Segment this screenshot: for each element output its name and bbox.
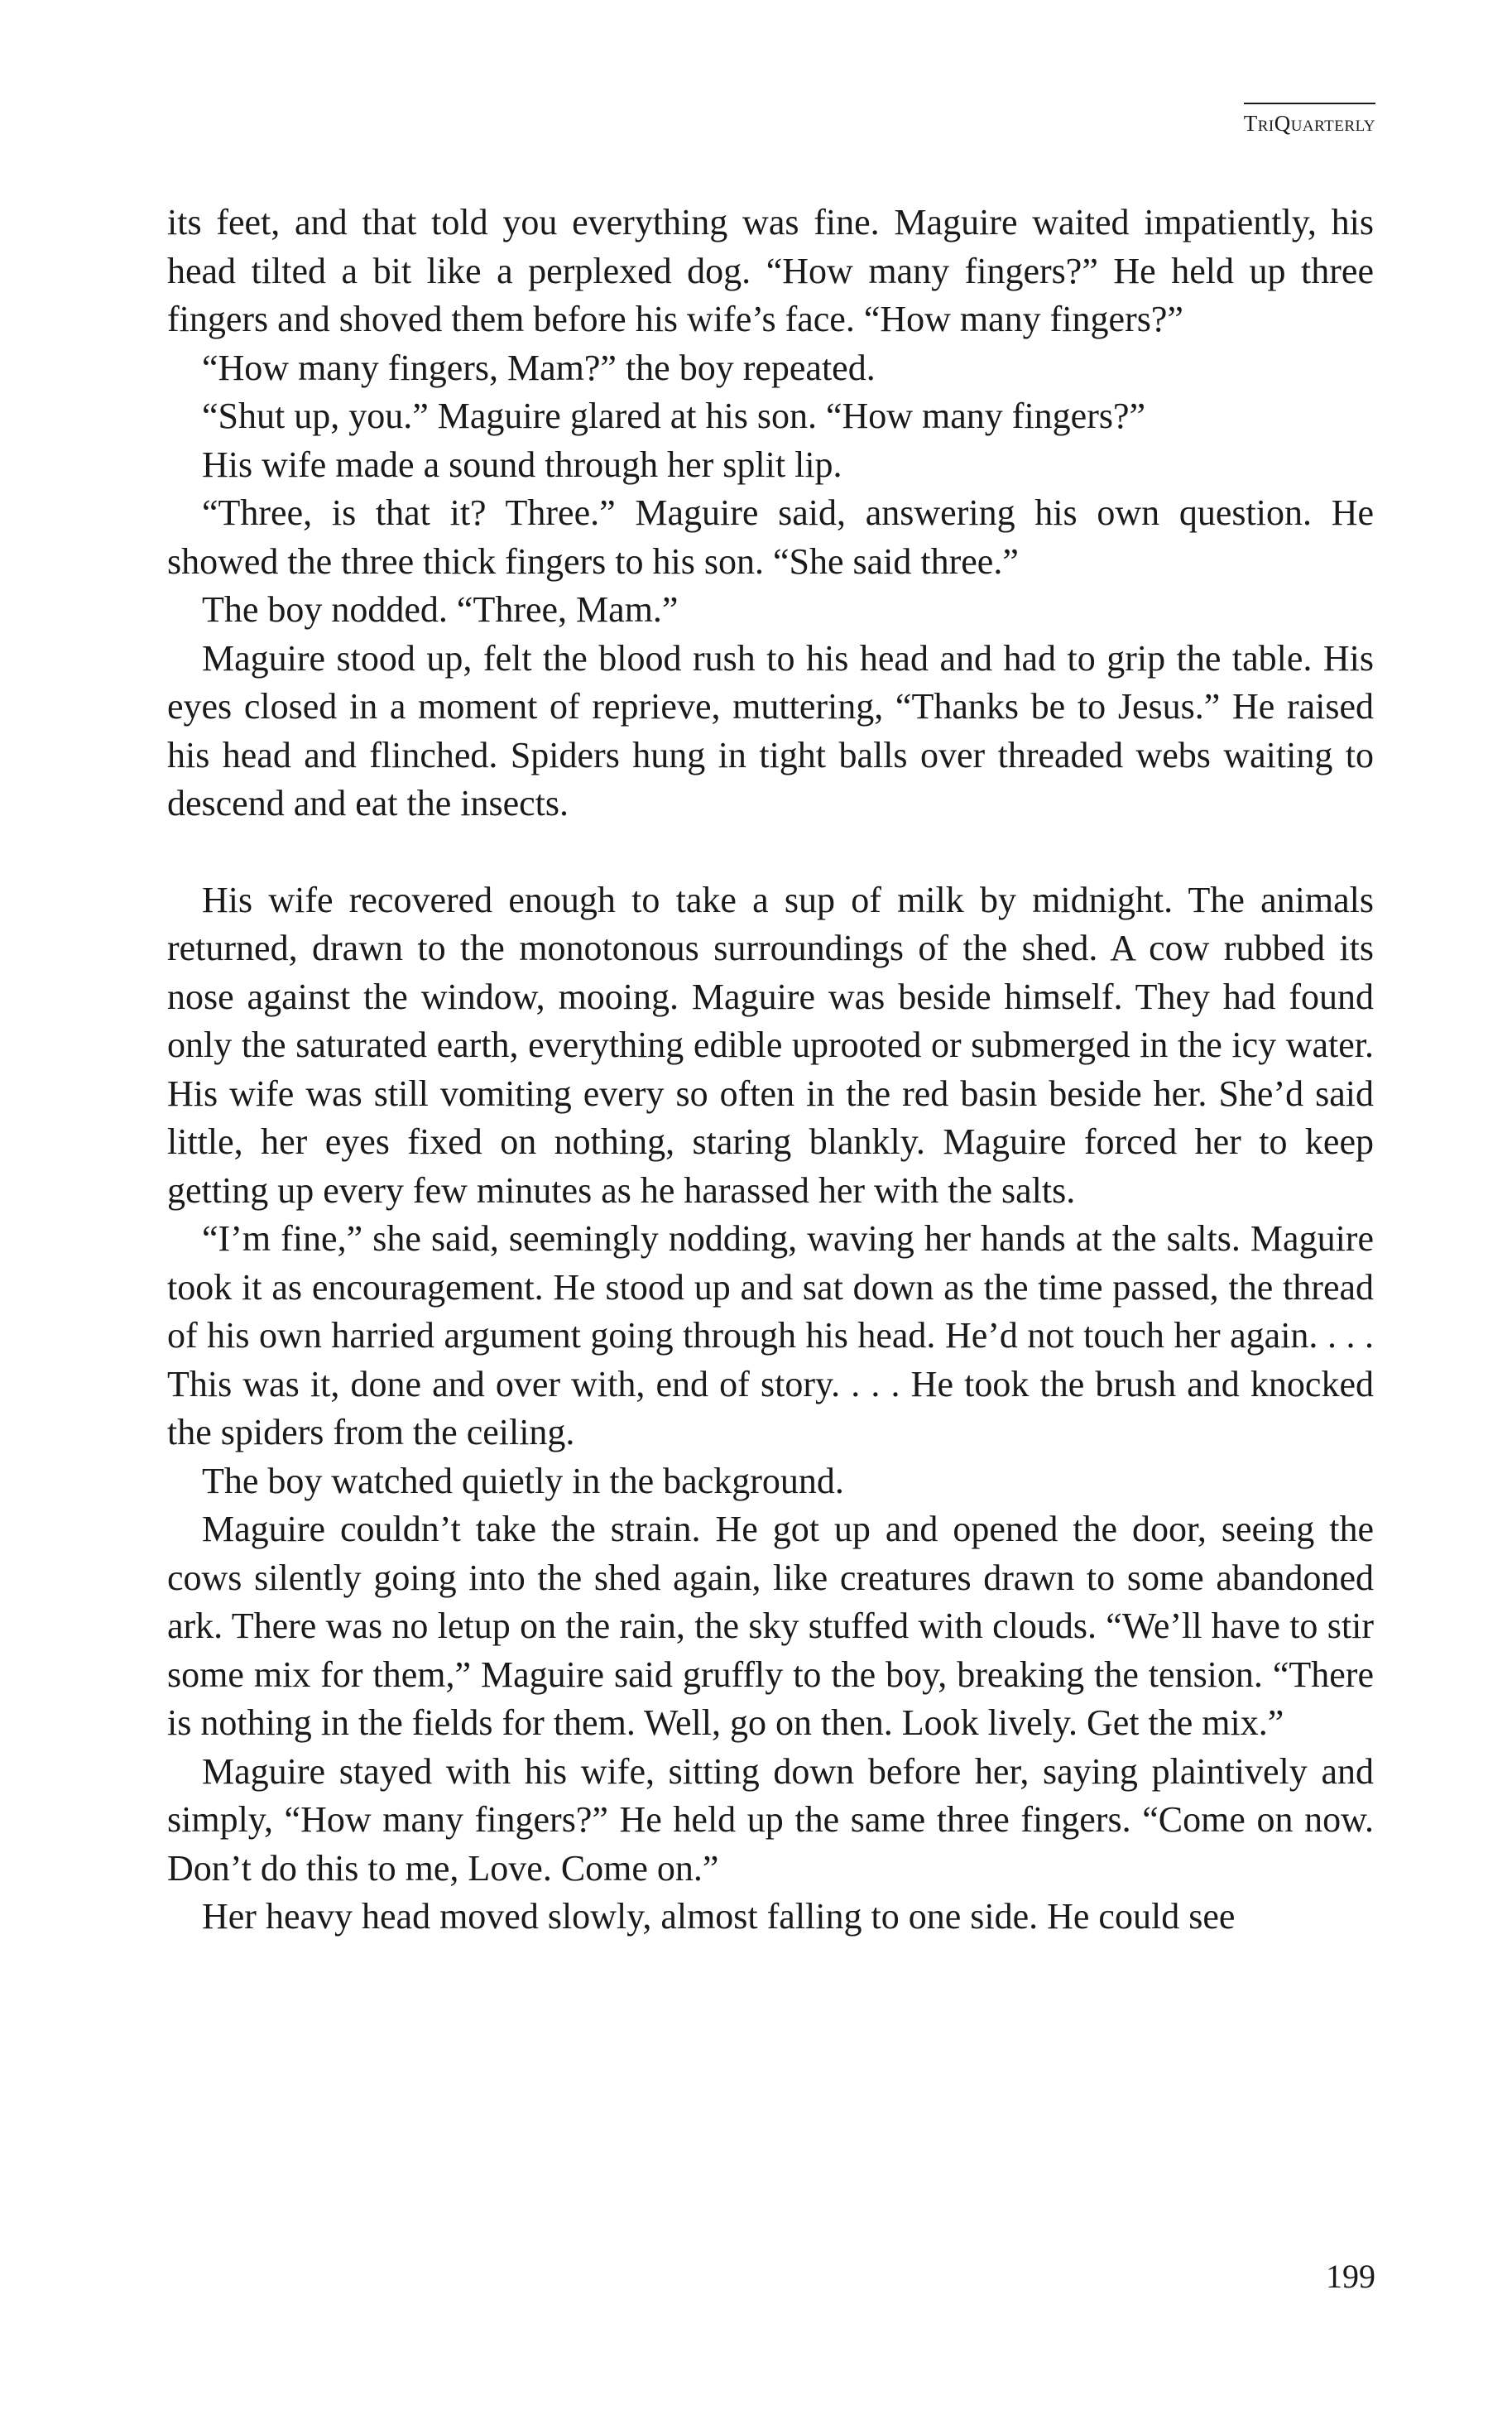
paragraph: The boy nodded. “Three, Mam.” [202, 589, 679, 630]
paragraph: “Shut up, you.” Maguire glared at his son. “How many fingers?” [202, 396, 1146, 436]
paragraph: Her heavy head moved slowly, almost falling to one side. He could see [202, 1896, 1236, 1937]
paragraph: “Three, is that it? Three.” Maguire said, answering his own question. He showed the three thick fingers to his son. “She said three.” [167, 492, 1374, 582]
page-number: 199 [1326, 2258, 1375, 2295]
paragraph: Maguire stood up, felt the blood rush to his head and had to grip the table. His eyes closed in a moment of reprieve, muttering, “Thanks be to Jesus.” He raised his head and flinched. Spiders hung in tight balls over threaded webs waiting to descend and eat the insects. [167, 637, 1374, 823]
paragraph: His wife made a sound through her split lip. [202, 444, 842, 485]
paragraph: its feet, and that told you everything was fine. Maguire waited impatiently, his head tilted a bit like a perplexed dog. “How many fingers?” He held up three fingers and shoved them before his wife’s face. “How many fingers?” [167, 202, 1374, 339]
paragraph: His wife recovered enough to take a sup of milk by midnight. The animals returned, drawn to the monotonous surroundings of the shed. A cow rubbed its nose against the window, mooing. Maguire was beside himself. They had found only the saturated earth, everything edible uprooted or submerged in the icy water. His wife was still vomiting every so often in the red basin beside her. She’d said little, her eyes fixed on nothing, staring blankly. Maguire forced her to keep getting up every few minutes as he harassed her with the salts. [167, 879, 1374, 1211]
paragraph: Maguire stayed with his wife, sitting down before her, saying plaintively and simply, “How many fingers?” He held up the same three fingers. “Come on now. Don’t do this to me, Love. Come on.” [167, 1750, 1374, 1889]
paragraph: Maguire couldn’t take the strain. He got up and opened the door, seeing the cows silently going into the shed again, like creatures drawn to some abandoned ark. There was no letup on the rain, the sky stuffed with clouds. “We’ll have to stir some mix for them,” Maguire said gruffly to the boy, breaking the tension. “There is nothing in the fields for them. Well, go on then. Look lively. Get the mix.” [167, 1509, 1374, 1743]
paragraph: “I’m fine,” she said, seemingly nodding, waving her hands at the salts. Maguire took it as encouragement. He stood up and sat down as the time passed, the thread of his own harried argument going through his head. He’d not touch her again. . . . This was it, done and over with, end of story. . . . He took the brush and knocked the spiders from the ceiling. [167, 1218, 1374, 1452]
paragraph: “How many fingers, Mam?” the boy repeated. [202, 347, 876, 388]
running-head: TriQuarterly [1244, 103, 1375, 140]
paragraph: The boy watched quietly in the background. [202, 1460, 844, 1501]
body-text [167, 199, 1374, 1942]
